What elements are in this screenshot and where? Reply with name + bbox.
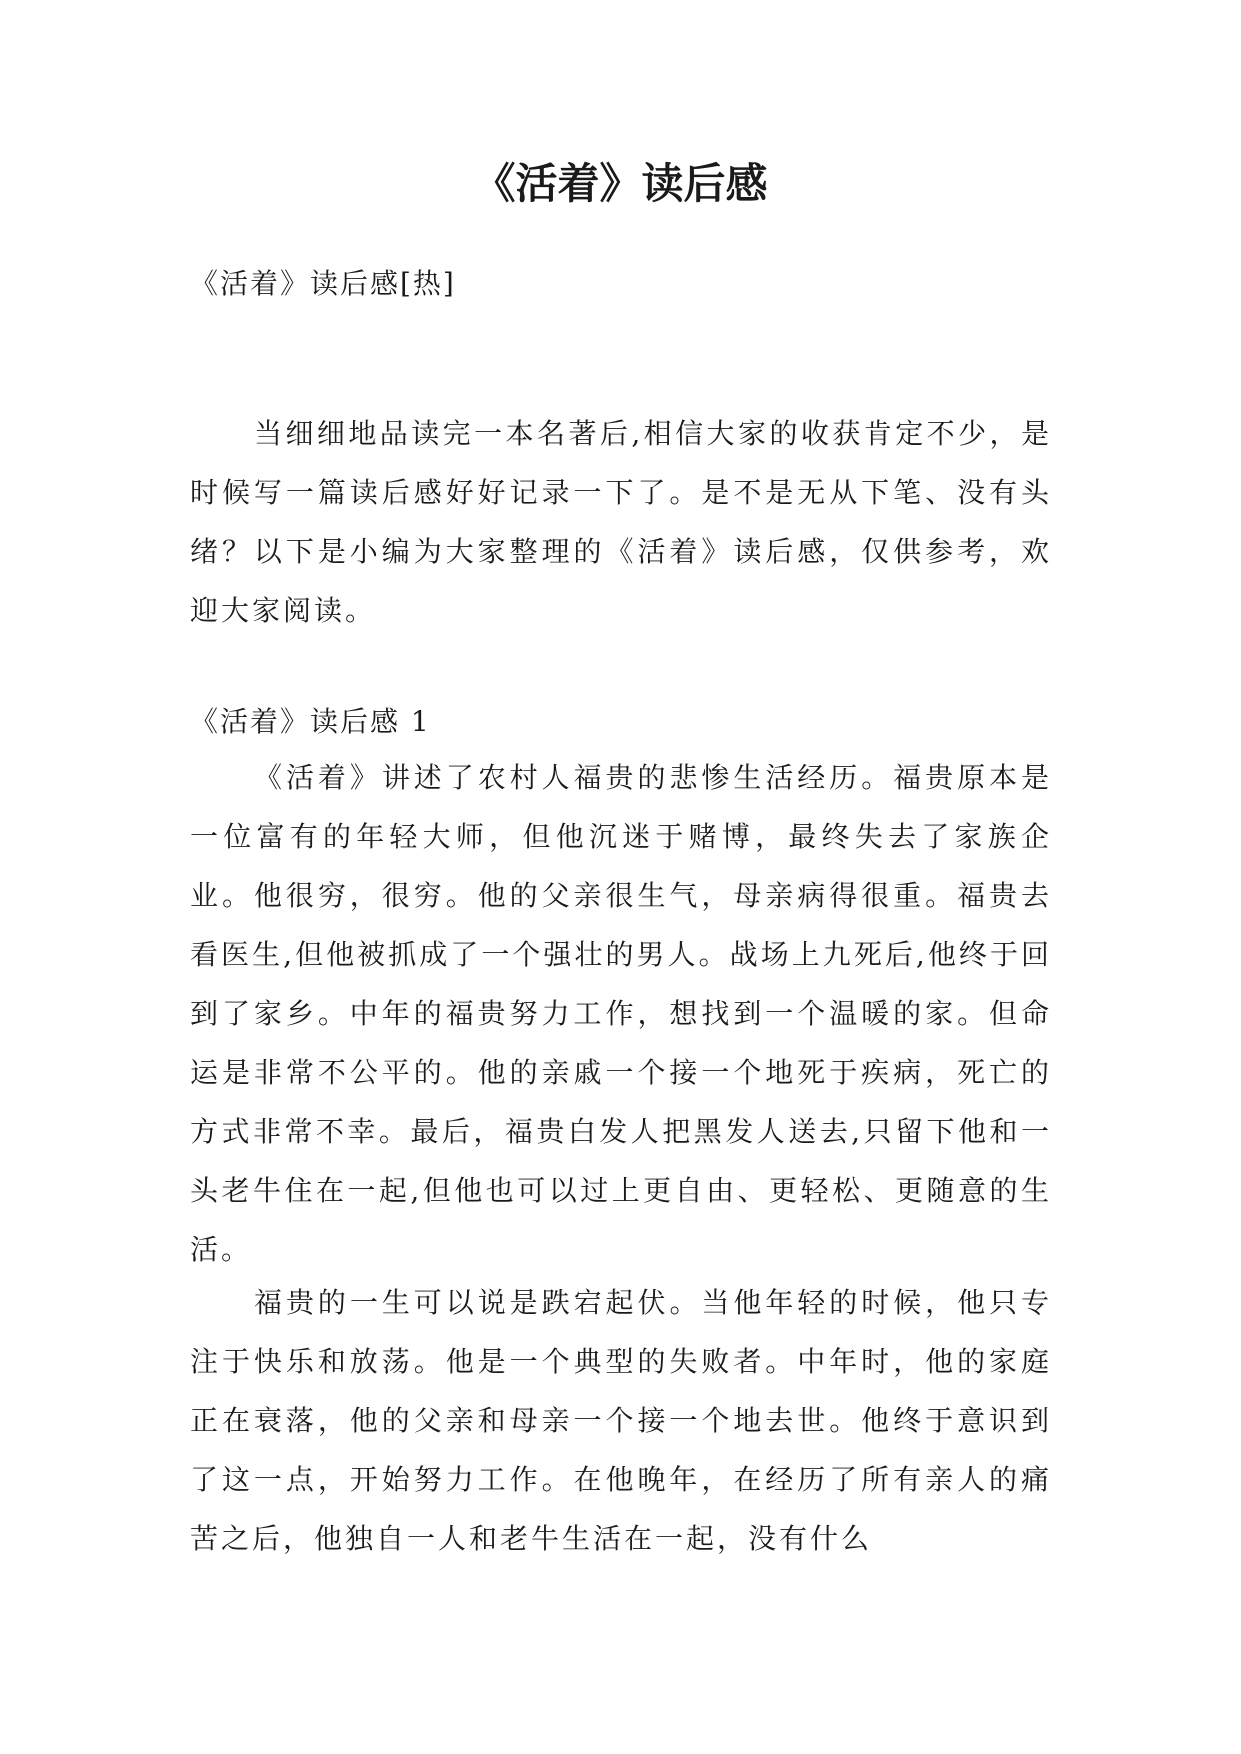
section-1-heading: 《活着》读后感 1	[190, 705, 431, 738]
document-title: 《活着》读后感	[473, 159, 768, 208]
section-1-paragraph-2: 福贵的一生可以说是跌宕起伏。当他年轻的时候，他只专注于快乐和放荡。他是一个典型的失败者。中年时，他的家庭正在衰落，他的父亲和母亲一个接一个地去世。他终于意识到了这一点，开始努力工作。在他晚年，在经历了所有亲人的痛苦之后，他独自一人和老牛生活在一起，没有什么	[190, 1286, 1052, 1555]
intro-paragraph: 当细细地品读完一本名著后,相信大家的收获肯定不少，是时候写一篇读后感好好记录一下了。是不是无从下笔、没有头绪？以下是小编为大家整理的《活着》读后感，仅供参考，欢迎大家阅读。	[190, 417, 1052, 627]
section-1-paragraph-1: 《活着》讲述了农村人福贵的悲惨生活经历。福贵原本是一位富有的年轻大师，但他沉迷于赌博，最终失去了家族企业。他很穷，很穷。他的父亲很生气，母亲病得很重。福贵去看医生,但他被抓成了一个强壮的男人。战场上九死后,他终于回到了家乡。中年的福贵努力工作，想找到一个温暖的家。但命运是非常不公平的。他的亲戚一个接一个地死于疾病，死亡的方式非常不幸。最后，福贵白发人把黑发人送去,只留下他和一头老牛住在一起,但他也可以过上更自由、更轻松、更随意的生活。	[190, 761, 1052, 1266]
document-subtitle: 《活着》读后感[热]	[190, 267, 456, 300]
